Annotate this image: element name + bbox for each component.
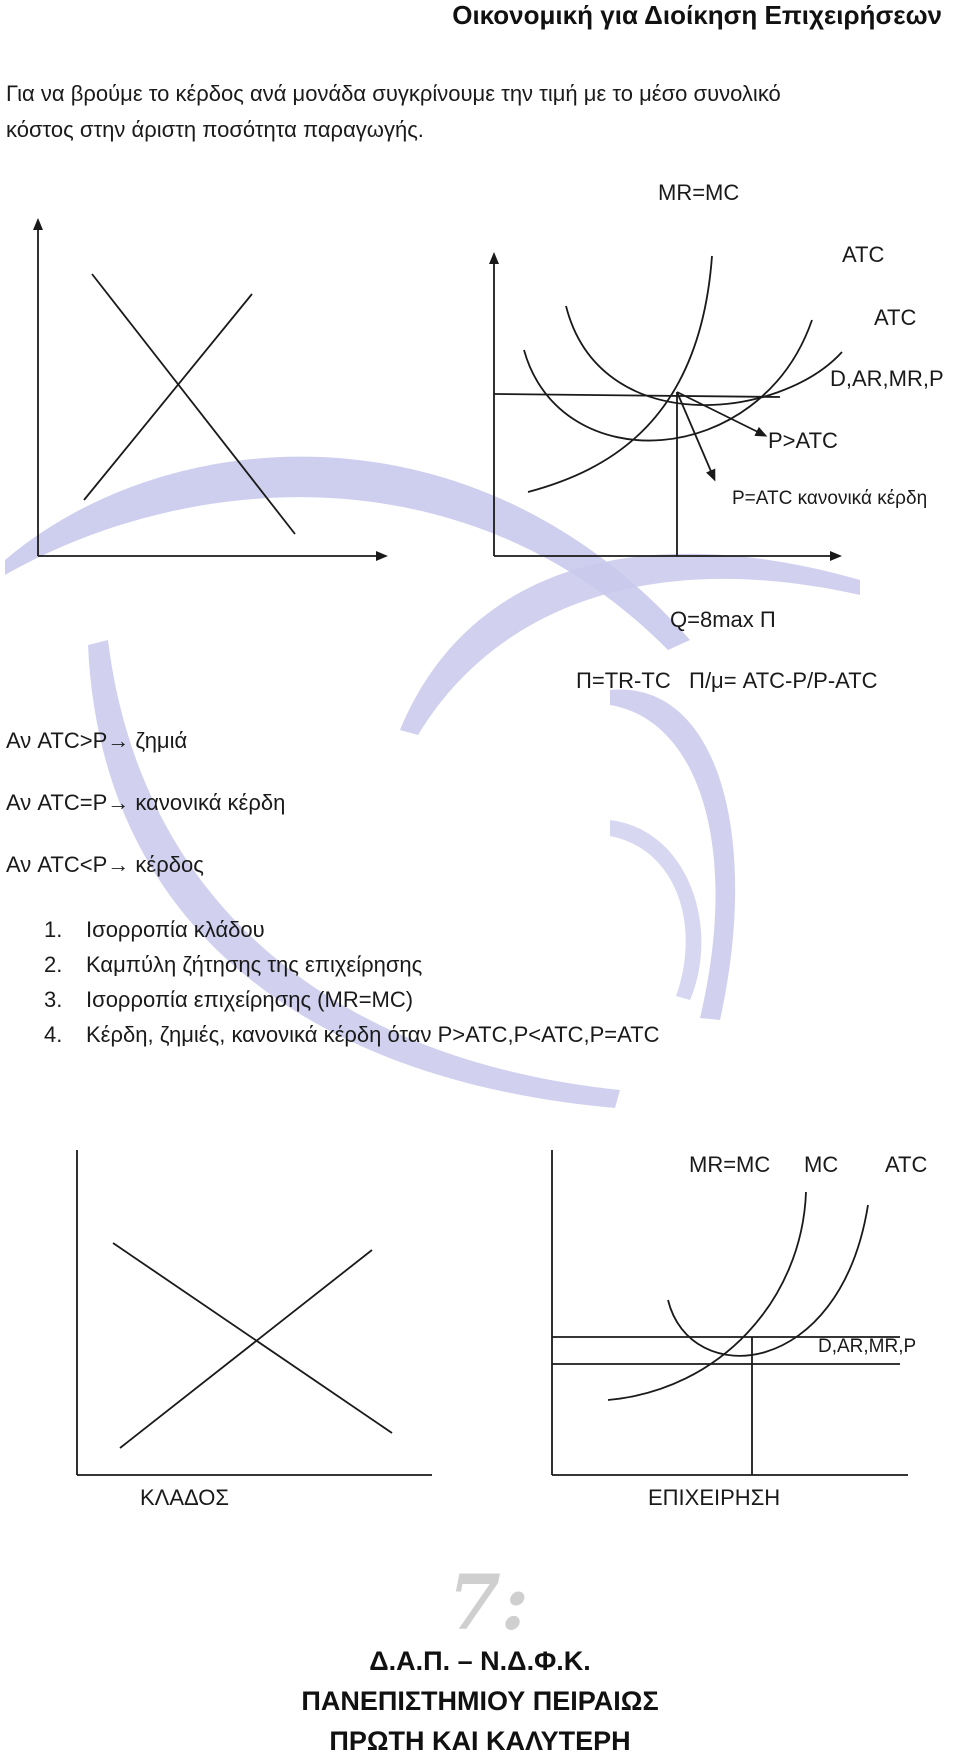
supply-curve <box>84 294 252 500</box>
label-atc-bottom: ATC <box>885 1152 928 1177</box>
list-item <box>44 982 660 1017</box>
industry-diagram-top <box>38 224 382 556</box>
mc-curve <box>608 1192 806 1400</box>
list-item-text: Κέρδη, ζημιές, κανονικά κέρδη όταν P>ATC,P<ATC,P=ATC <box>86 1022 660 1047</box>
intro-line-2: κόστος στην άριστη ποσότητα παραγωγής. <box>6 117 424 142</box>
intro-line-1: Για να βρούμε το κέρδος ανά μονάδα συγκρίνουμε την τιμή με το μέσο συνολικό <box>6 81 781 106</box>
firm-diagram-top <box>494 256 842 556</box>
firm-diagram-bottom <box>552 1150 908 1475</box>
rule-profit: Αν ATC<P→ κέρδος <box>6 852 204 877</box>
atc-curve-inner <box>566 306 842 405</box>
label-industry: ΚΛΑΔΟΣ <box>140 1485 229 1510</box>
label-mr-mc-bottom: MR=MC <box>689 1152 771 1177</box>
atc-curve-outer <box>524 320 812 441</box>
list-item-number: 4. <box>44 1022 63 1047</box>
list-item-number: 1. <box>44 917 63 942</box>
list-item-text: Ισορροπία κλάδου <box>86 917 265 942</box>
list-item <box>44 912 660 947</box>
footer-line-1: Δ.Α.Π. – Ν.Δ.Φ.Κ. <box>369 1646 591 1676</box>
label-p-gt-atc: P>ATC <box>768 428 838 453</box>
rule-normal-profit: Αν ATC=P→ κανονικά κέρδη <box>6 790 286 815</box>
rule-loss: Αν ATC>P→ ζημιά <box>6 728 188 753</box>
page-number: 7: <box>448 1558 529 1647</box>
footer-line-2: ΠΑΝΕΠΙΣΤΗΜΙΟΥ ΠΕΙΡΑΙΩΣ <box>301 1686 659 1716</box>
label-atc-2: ATC <box>874 305 917 330</box>
footer-line-3: ΠΡΩΤΗ ΚΑΙ ΚΑΛΥΤΕΡΗ <box>329 1726 631 1756</box>
mc-curve <box>528 256 712 492</box>
atc-curve <box>668 1205 868 1356</box>
arrow-p-gt-atc <box>677 392 762 434</box>
list-item-text: Ισορροπία επιχείρησης (MR=MC) <box>86 987 414 1012</box>
label-mc-bottom: MC <box>804 1152 839 1177</box>
page-header-title: Οικονομική για Διοίκηση Επιχειρήσεων <box>452 0 942 30</box>
label-atc-1: ATC <box>842 242 885 267</box>
price-line <box>494 394 780 397</box>
label-demand-bottom: D,AR,MR,P <box>818 1336 917 1357</box>
list-item <box>44 1017 660 1052</box>
intro-paragraph <box>6 76 781 148</box>
industry-diagram-bottom <box>77 1150 432 1475</box>
list-item-number: 2. <box>44 952 63 977</box>
demand-curve <box>113 1243 392 1433</box>
label-mr-mc: MR=MC <box>658 180 740 205</box>
demand-curve <box>92 274 295 534</box>
label-firm: ΕΠΙΧΕΙΡΗΣΗ <box>648 1485 781 1510</box>
label-p-eq-atc: P=ATC κανονικά κέρδη <box>732 488 928 509</box>
label-profit-formula: Π=TR-TC Π/μ= ATC-P/P-ATC <box>576 668 878 693</box>
label-demand: D,AR,MR,P <box>830 366 944 391</box>
supply-curve <box>120 1250 372 1448</box>
numbered-list <box>44 912 660 1052</box>
label-q-max: Q=8max Π <box>670 607 776 632</box>
list-item-number: 3. <box>44 987 63 1012</box>
list-item-text: Καμπύλη ζήτησης της επιχείρησης <box>86 952 423 977</box>
list-item <box>44 947 660 982</box>
